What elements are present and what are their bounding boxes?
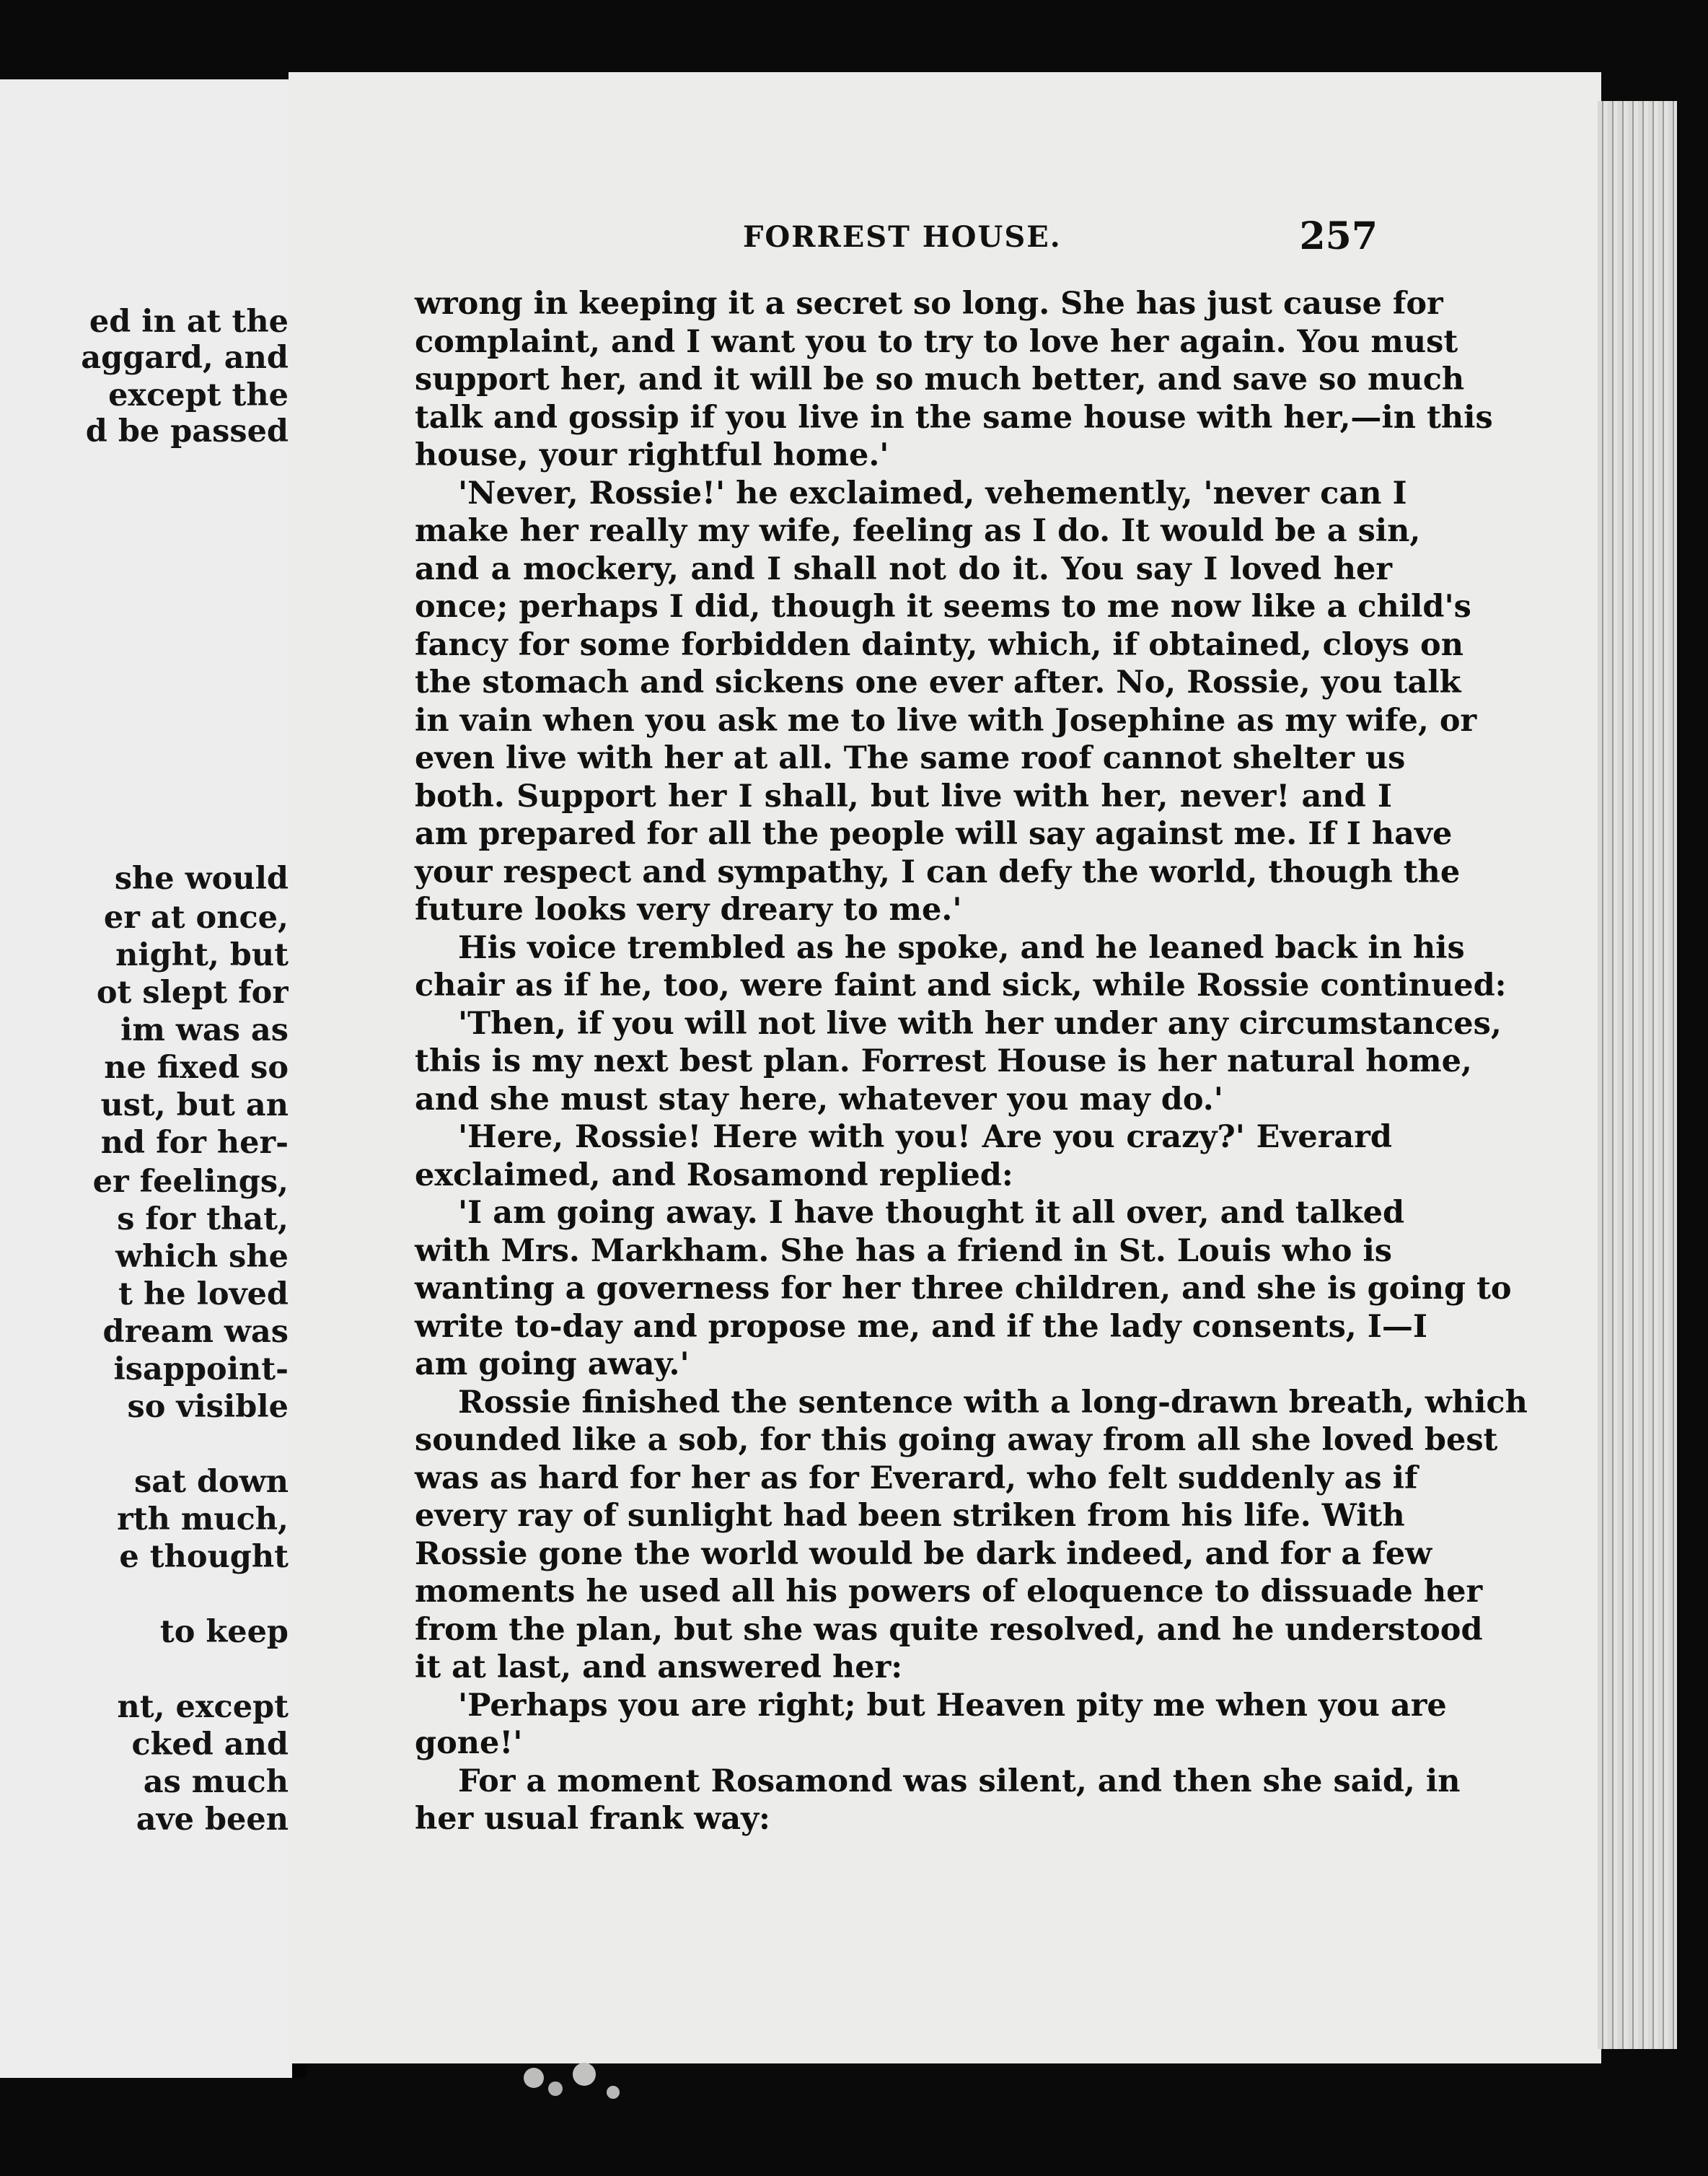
- text-line: house, your rightful home.': [415, 437, 889, 473]
- text-line: 'Then, if you will not live with her under any circumstances,: [458, 1005, 1502, 1042]
- left-page-line: as much: [143, 1764, 289, 1800]
- text-line: the stomach and sickens one ever after. No, Rossie, you talk: [415, 664, 1461, 701]
- text-line: exclaimed, and Rosamond replied:: [415, 1157, 1013, 1193]
- left-page-line: er at once,: [103, 900, 289, 936]
- left-page: [0, 79, 297, 2078]
- left-page-line: dream was: [102, 1314, 289, 1350]
- text-line: from the plan, but she was quite resolved, and he understood: [415, 1611, 1483, 1648]
- text-line: future looks very dreary to me.': [415, 892, 962, 928]
- left-page-line: t he loved: [118, 1276, 289, 1312]
- left-page-line: nt, except: [117, 1689, 289, 1725]
- paragraph: [415, 1384, 1528, 1687]
- left-page-line: s for that,: [117, 1201, 289, 1237]
- text-line: once; perhaps I did, though it seems to me now like a child's: [415, 589, 1471, 625]
- text-line: For a moment Rosamond was silent, and then she said, in: [458, 1763, 1461, 1799]
- text-line: your respect and sympathy, I can defy the world, though the: [415, 854, 1461, 890]
- left-page-line: cked and: [131, 1727, 289, 1763]
- text-line: support her, and it will be so much better, and save so much: [415, 361, 1465, 398]
- text-line: this is my next best plan. Forrest House is her natural home,: [415, 1043, 1472, 1079]
- text-line: Rossie finished the sentence with a long-drawn breath, which: [458, 1384, 1528, 1421]
- text-line: sounded like a sob, for this going away from all she loved best: [415, 1422, 1498, 1458]
- left-page-line: isappoint-: [113, 1351, 289, 1387]
- running-head: [418, 214, 1378, 263]
- text-line: and she must stay here, whatever you may do.': [415, 1081, 1223, 1118]
- left-page-line: so visible: [127, 1389, 289, 1425]
- text-line: fancy for some forbidden dainty, which, if obtained, cloys on: [415, 626, 1463, 663]
- left-page-line: nd for her-: [100, 1125, 289, 1161]
- text-line: gone!': [415, 1725, 523, 1761]
- text-line: Rossie gone the world would be dark indeed, and for a few: [415, 1535, 1432, 1572]
- bottom-smudge: [505, 2049, 649, 2121]
- text-line: make her really my wife, feeling as I do. It would be a sin,: [415, 513, 1421, 549]
- left-page-line: night, but: [115, 937, 289, 973]
- text-line: with Mrs. Markham. She has a friend in St. Louis who is: [415, 1232, 1392, 1269]
- text-line: even live with her at all. The same roof cannot shelter us: [415, 740, 1406, 776]
- left-page-line: d be passed: [85, 413, 289, 449]
- left-page-line: ot slept for: [96, 975, 289, 1011]
- paragraph: [415, 929, 1507, 1005]
- paragraph: [415, 1118, 1392, 1194]
- text-line: her usual frank way:: [415, 1801, 770, 1837]
- text-line: 'Never, Rossie!' he exclaimed, vehemently, 'never can I: [458, 475, 1407, 512]
- text-line: wanting a governess for her three children, and she is going to: [415, 1271, 1512, 1307]
- body-text: [415, 285, 1528, 1838]
- text-line: every ray of sunlight had been striken from his life. With: [415, 1498, 1405, 1534]
- left-page-line: e thought: [119, 1539, 289, 1575]
- text-line: and a mockery, and I shall not do it. You say I loved her: [415, 550, 1392, 587]
- left-page-line: ave been: [136, 1802, 289, 1838]
- text-line: am going away.': [415, 1346, 690, 1382]
- text-line: 'Here, Rossie! Here with you! Are you crazy?' Everard: [458, 1119, 1392, 1155]
- left-page-line: ust, but an: [100, 1087, 289, 1123]
- text-line: was as hard for her as for Everard, who felt suddenly as if: [415, 1460, 1418, 1496]
- text-line: it at last, and answered her:: [415, 1649, 903, 1685]
- page-number: 257: [1299, 214, 1378, 258]
- left-page-line: which she: [115, 1239, 289, 1275]
- text-line: complaint, and I want you to try to love her again. You must: [415, 323, 1458, 360]
- left-page-line: er feelings,: [92, 1164, 289, 1200]
- text-line: chair as if he, too, were faint and sick, while Rossie continued:: [415, 968, 1507, 1004]
- text-line: moments he used all his powers of eloquence to dissuade her: [415, 1574, 1483, 1610]
- running-title: FORREST HOUSE.: [743, 220, 1062, 254]
- text-line: wrong in keeping it a secret so long. She has just cause for: [415, 286, 1443, 322]
- text-line: His voice trembled as he spoke, and he leaned back in his: [458, 929, 1465, 966]
- left-page-line: im was as: [120, 1012, 289, 1048]
- left-page-line: aggard, and: [81, 340, 289, 376]
- paragraph: [415, 285, 1493, 475]
- text-line: talk and gossip if you live in the same house with her,—in this: [415, 399, 1493, 436]
- paragraph: [415, 1005, 1502, 1119]
- page-edges: [1598, 101, 1677, 2049]
- text-line: 'I am going away. I have thought it all over, and talked: [458, 1195, 1405, 1231]
- paragraph: [415, 475, 1477, 929]
- paragraph: [415, 1194, 1512, 1384]
- left-page-line: ne fixed so: [104, 1050, 289, 1086]
- paragraph: [415, 1763, 1461, 1838]
- paragraph: [415, 1687, 1447, 1763]
- left-page-line: sat down: [134, 1464, 289, 1500]
- left-page-line: ed in at the: [89, 304, 289, 340]
- left-page-line: to keep: [159, 1614, 289, 1650]
- left-page-line: she would: [114, 861, 289, 897]
- text-line: 'Perhaps you are right; but Heaven pity me when you are: [458, 1687, 1447, 1724]
- text-line: in vain when you ask me to live with Josephine as my wife, or: [415, 702, 1477, 739]
- text-line: write to-day and propose me, and if the lady consents, I—I: [415, 1308, 1427, 1345]
- left-page-line: except the: [108, 377, 289, 413]
- text-line: both. Support her I shall, but live with her, never! and I: [415, 778, 1392, 815]
- left-page-line: rth much,: [117, 1501, 289, 1537]
- text-line: am prepared for all the people will say against me. If I have: [415, 816, 1453, 852]
